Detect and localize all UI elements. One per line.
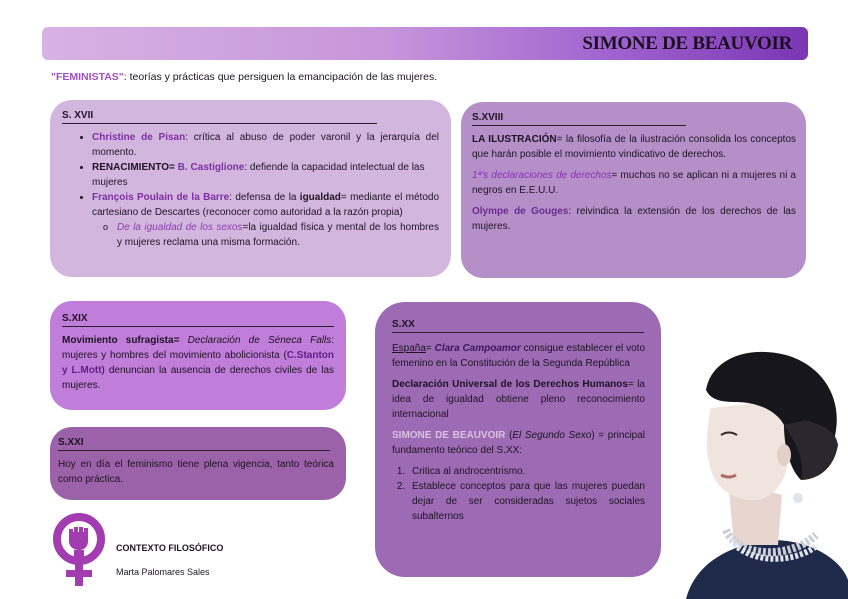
- page-title: SIMONE DE BEAUVOIR: [582, 33, 792, 54]
- list-item: o De la igualdad de los sexos=la igualdad física y mental de los hombres y mujeres reclama una misma formación.: [117, 220, 439, 250]
- card-heading: S. XVII: [62, 108, 439, 124]
- simone-de-beauvoir-portrait: [666, 330, 848, 599]
- card-century-20: [375, 302, 661, 577]
- paragraph: 1ª's declaraciones de derechos= muchos no se aplican ni a mujeres ni a negros en E.E.U.U.: [472, 170, 796, 196]
- card-heading: S.XIX: [62, 311, 334, 327]
- intro-text: : teorías y prácticas que persiguen la emancipación de las mujeres.: [123, 71, 438, 83]
- card-century-18: [461, 102, 806, 278]
- card-century-19: [50, 301, 346, 410]
- intro-keyword: "FEMINISTAS": [51, 71, 124, 83]
- paragraph: España= Clara Campoamor consigue establecer el voto femenino en la Constitución de la Segunda República: [392, 343, 646, 369]
- card-heading: S.XVIII: [472, 110, 796, 126]
- numbered-list: [392, 464, 645, 524]
- list-item: 2. Establece conceptos para que las mujeres puedan dejar de ser consideradas sujetos sociales subalternos: [408, 479, 645, 524]
- female-symbol-fist-icon: [52, 512, 106, 588]
- card-heading: S.XXI: [58, 435, 334, 451]
- card-century-21: [50, 427, 346, 500]
- footer-author: Marta Palomares Sales: [116, 567, 210, 577]
- paragraph: Declaración Universal de los Derechos Humanos= la idea de igualdad obtiene pleno reconocimiento internacional: [392, 379, 645, 420]
- list-item: • RENACIMIENTO= B. Castiglione: defiende la capacidad intelectual de las mujeres: [92, 160, 439, 190]
- paragraph: SIMONE DE BEAUVOIR (El Segundo Sexo) = principal fundamento teórico del S.XX:: [392, 430, 646, 456]
- bullet-list: [62, 130, 439, 220]
- card-heading: S.XX: [392, 317, 645, 333]
- title-banner: [42, 27, 808, 60]
- list-item: • François Poulain de la Barre: defensa de la igualdad= mediante el método cartesiano de Descartes (reconocer como autoridad a la razón propia): [92, 190, 439, 220]
- list-item: 1. Critica al androcentrismo.: [408, 464, 645, 479]
- sub-list: [117, 220, 439, 250]
- paragraph: Hoy en día el feminismo tiene plena vigencia, tanto teórica como práctica.: [58, 459, 334, 485]
- paragraph: LA ILUSTRACIÓN= la filosofía de la ilustración consolida los conceptos que harán posible el movimiento vindicativo de derechos.: [472, 134, 796, 160]
- paragraph: Movimiento sufragista= Declaración de Séneca Falls: mujeres y hombres del movimiento abolicionista (C.Stanton y L.Mott) denuncian la ausencia de derechos civiles de las mujeres.: [62, 335, 335, 391]
- card-century-17: [50, 100, 451, 277]
- paragraph: Olympe de Gouges: reivindica la extensión de los derechos de las mujeres.: [472, 206, 796, 232]
- footer-title: CONTEXTO FILOSÓFICO: [116, 543, 224, 553]
- list-item: • Christine de Pisan: crítica al abuso de poder varonil y la jerarquía del momento.: [92, 130, 439, 160]
- intro-line: [51, 71, 437, 83]
